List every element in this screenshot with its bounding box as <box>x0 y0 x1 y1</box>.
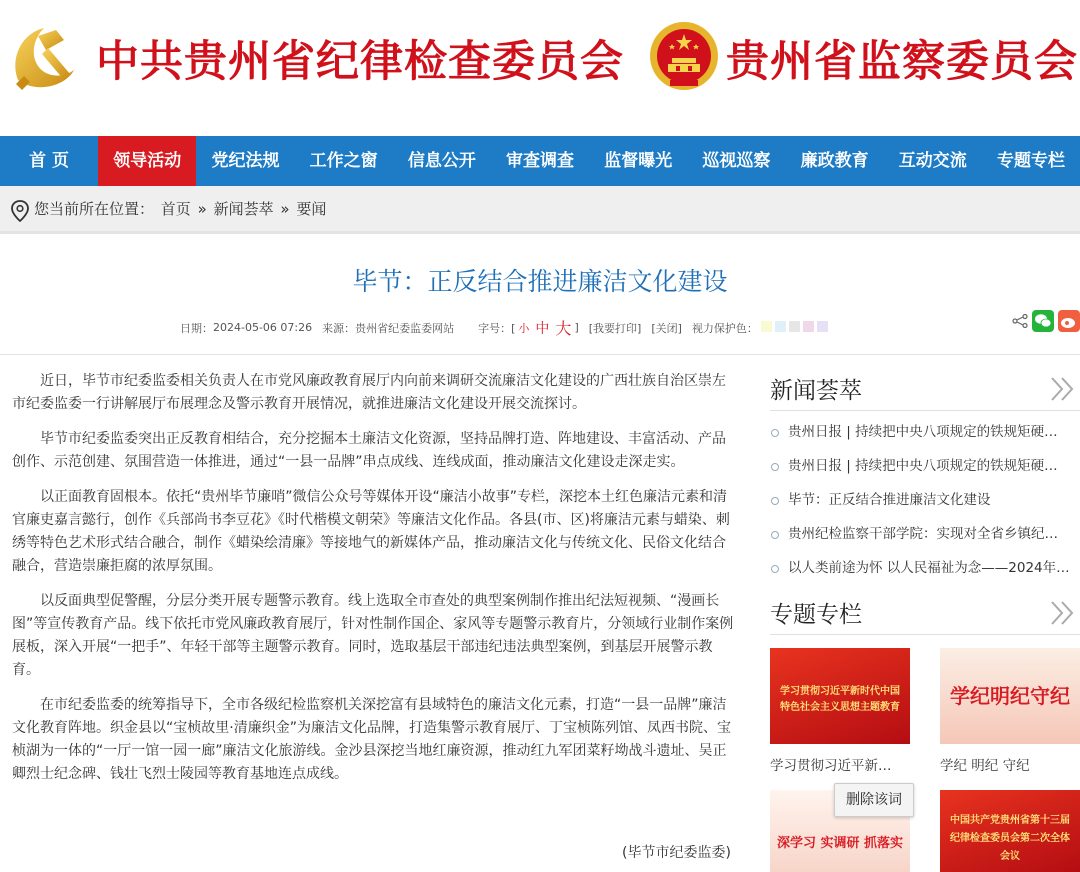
nav-item-exposure[interactable]: 监督曝光 <box>604 151 673 171</box>
eye-color-swatch[interactable] <box>775 321 786 332</box>
fontsize-label: 字号：[ <box>478 321 516 335</box>
news-list <box>770 416 1080 586</box>
eye-protection-label: 视力保护色： <box>691 321 758 335</box>
org-title-right: 贵州省监察委员会 <box>726 37 1078 87</box>
topic-card-image <box>940 648 1080 744</box>
delete-word-popup[interactable]: 删除该词 <box>834 783 914 817</box>
party-emblem-icon <box>8 20 84 92</box>
section-divider <box>770 634 1080 635</box>
eye-color-swatches <box>758 321 842 335</box>
news-section-title: 新闻荟萃 <box>770 378 862 404</box>
wechat-share-icon[interactable] <box>1032 310 1054 332</box>
article-title: 毕节：正反结合推进廉洁文化建设 <box>352 267 728 296</box>
breadcrumb-sep: » <box>280 200 290 218</box>
topic-card[interactable] <box>770 648 910 774</box>
nav-item-home[interactable]: 首 页 <box>29 151 70 171</box>
breadcrumb-prefix: 您当前所在位置： <box>34 200 155 218</box>
topic-card[interactable] <box>940 648 1080 774</box>
more-arrow-icon[interactable] <box>1048 374 1078 404</box>
national-emblem-icon <box>648 18 720 94</box>
eye-color-swatch[interactable] <box>803 321 814 332</box>
eye-color-swatch[interactable] <box>831 321 842 332</box>
topic-card[interactable] <box>940 790 1080 872</box>
topic-card-image-text: 中国共产党贵州省第十三届纪律检查委员会第二次全体会议 <box>950 815 1070 862</box>
breadcrumb-sep: » <box>197 200 207 218</box>
nav-item-disclosure[interactable]: 信息公开 <box>407 151 476 171</box>
topic-card-image-text: 学习贯彻习近平新时代中国特色社会主义思想主题教育 <box>780 686 900 713</box>
topic-card-caption: 学纪 明纪 守纪 <box>940 758 1030 774</box>
weibo-share-icon[interactable] <box>1058 310 1080 332</box>
nav-item-leadership[interactable]: 领导活动 <box>98 136 196 186</box>
news-item[interactable]: 贵州日报 | 持续把中央八项规定的铁规矩硬… <box>770 416 1080 450</box>
print-link[interactable]: [我要打印] <box>588 321 642 335</box>
news-item[interactable]: 贵州日报 | 持续把中央八项规定的铁规矩硬… <box>770 450 1080 484</box>
article-paragraph: 毕节市纪委监委突出正反教育相结合，充分挖掘本土廉洁文化资源，坚持品牌打造、阵地建设、丰富活动、产品创作、示范创建、氛围营造一体推进，通过“一县一品牌”串点成线、连线成面，推动廉洁文化建设走深走实。 <box>12 431 726 470</box>
article-signature: (毕节市纪委监委) <box>622 845 731 861</box>
topic-card-image-text: 深学习 实调研 抓落实 <box>776 836 904 851</box>
breadcrumb-bar <box>0 186 1080 234</box>
topic-card-caption: 学习贯彻习近平新… <box>770 758 892 774</box>
breadcrumb-headlines[interactable]: 要闻 <box>296 200 327 218</box>
nav-item-work[interactable]: 工作之窗 <box>309 151 378 171</box>
nav-item-inspection[interactable]: 巡视巡察 <box>702 151 771 171</box>
breadcrumb <box>34 186 328 232</box>
date-label: 日期： <box>180 321 213 335</box>
article-paragraph: 在市纪委监委的统筹指导下，全市各级纪检监察机关深挖富有县域特色的廉洁文化元素，打造“一县一品牌”廉洁文化教育阵地。织金县以“宝桢故里·清廉织金”为廉洁文化品牌，打造集警示教育展厅、丁宝桢陈列馆、凤西书院、宝桢湖为一体的“一厅一馆一园一廊”廉洁文化旅游线。金沙县深挖当地红廉资源，推动红九军团菜籽坳战斗遗址、吴正卿烈士纪念碑、钱壮飞烈士陵园等教育基地连点成线。 <box>12 697 731 782</box>
news-item[interactable]: 毕节：正反结合推进廉洁文化建设 <box>770 484 1080 518</box>
header-divider <box>0 354 1080 355</box>
breadcrumb-home[interactable]: 首页 <box>160 200 191 218</box>
fontsize-close: ] <box>574 321 579 334</box>
fontsize-large-button[interactable]: 大 <box>555 319 572 338</box>
article-paragraph: 以反面典型促警醒，分层分类开展专题警示教育。线上选取全市查处的典型案例制作推出纪法短视频、“漫画长图”等宣传教育产品。线下依托市党风廉政教育展厅，针对性制作国企、家风等专题警示教育片，分领域行业制作案例展板，深入开展“一把手”、年轻干部等主题警示教育。同时，选取基层干部违纪违法典型案例，到基层开展警示教育。 <box>12 593 734 678</box>
eye-color-swatch[interactable] <box>761 321 772 332</box>
close-link[interactable]: [关闭] <box>651 321 682 335</box>
news-item[interactable]: 以人类前途为怀 以人民福祉为念——2024年… <box>770 552 1080 586</box>
source-label: 来源： <box>322 321 356 335</box>
more-arrow-icon[interactable] <box>1048 598 1078 628</box>
news-item[interactable]: 贵州纪检监察干部学院：实现对全省乡镇纪… <box>770 518 1080 552</box>
fontsize-medium-button[interactable]: 中 <box>535 320 550 337</box>
fontsize-small-button[interactable]: 小 <box>518 321 530 335</box>
eye-color-swatch[interactable] <box>817 321 828 332</box>
share-icon[interactable] <box>1012 314 1028 328</box>
article-paragraph: 近日，毕节市纪委监委相关负责人在市党风廉政教育展厅内向前来调研交流廉洁文化建设的广西壮族自治区崇左市纪委监委一行讲解展厅布展理念及警示教育开展情况，就推进廉洁文化建设开展交流探讨。 <box>12 373 726 412</box>
nav-item-investigation[interactable]: 审查调查 <box>506 151 575 171</box>
article-paragraph: 以正面教育固根本。依托“贵州毕节廉哨”微信公众号等媒体开设“廉洁小故事”专栏，深挖本土红色廉洁元素和清官廉吏嘉言懿行，创作《兵部尚书李豆花》《时代楷模文朝荣》等廉洁文化作品。各县(市、区)将廉洁元素与蜡染、刺绣等特色艺术形式结合融合，制作《蜡染绘清廉》等接地气的新媒体产品，推动廉洁文化与传统文化、民俗文化结合融合，营造崇廉拒腐的浓厚氛围。 <box>12 489 730 574</box>
breadcrumb-news[interactable]: 新闻荟萃 <box>213 200 274 218</box>
site-header <box>0 0 1080 136</box>
nav-item-interaction[interactable]: 互动交流 <box>898 151 967 171</box>
section-divider <box>770 410 1080 411</box>
topics-section-title: 专题专栏 <box>770 602 862 628</box>
nav-item-regulations[interactable]: 党纪法规 <box>211 151 280 171</box>
date-value: 2024-05-06 07:26 <box>213 321 313 334</box>
topic-card-image <box>770 648 910 744</box>
org-title-left: 中共贵州省纪律检查委员会 <box>96 37 624 87</box>
topic-card-image-text: 学纪明纪守纪 <box>950 684 1070 708</box>
eye-color-swatch[interactable] <box>789 321 800 332</box>
article-meta <box>180 316 842 339</box>
nav-item-topics[interactable]: 专题专栏 <box>996 151 1065 171</box>
main-nav <box>0 136 1080 186</box>
nav-item-education[interactable]: 廉政教育 <box>800 151 869 171</box>
source-value: 贵州省纪委监委网站 <box>355 321 455 335</box>
article-body <box>12 370 736 798</box>
topic-card-image <box>940 790 1080 872</box>
location-pin-icon <box>10 200 30 222</box>
